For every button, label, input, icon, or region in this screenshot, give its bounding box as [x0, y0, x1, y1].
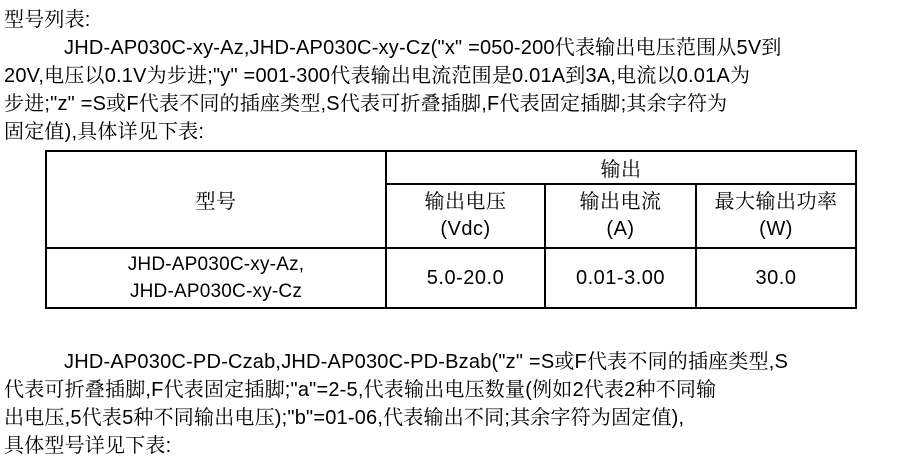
intro-paragraph	[4, 6, 894, 146]
para2-line-1: JHD-AP030C-PD-Czab,JHD-AP030C-PD-Bzab("z" =S或F代表不同的插座类型,S	[64, 351, 789, 373]
para2-line-4: 具体型号详见下表:	[4, 435, 172, 457]
para2-line-3: 出电压,5代表5种不同输出电压);"b"=01-06,代表输出不同;其余字符为固定值),	[4, 407, 685, 429]
power-column-unit: (W)	[759, 218, 793, 240]
current-column-unit: (A)	[606, 218, 635, 240]
cell-current: 0.01-3.00	[545, 248, 696, 308]
table-header-model: 型号	[46, 151, 386, 248]
table-header-voltage	[386, 184, 545, 248]
para2-line-2: 代表可折叠插脚,F代表固定插脚;"a"=2-5,代表输出电压数量(例如2代表2种不同输	[4, 379, 717, 401]
cell-voltage: 5.0-20.0	[386, 248, 545, 308]
table-header-power	[696, 184, 856, 248]
table-header-current	[545, 184, 696, 248]
voltage-column-unit: (Vdc)	[440, 218, 491, 240]
table-header-row-group	[46, 151, 856, 184]
para1-line-2: 20V,电压以0.1V为步进;"y" =001-300代表输出电流范围是0.01A到3A,电流以0.01A为	[4, 65, 751, 87]
current-column-name: 输出电流	[579, 191, 662, 213]
pd-models-paragraph	[4, 348, 894, 460]
model-name-line-2: JHD-AP030C-xy-Cz	[129, 281, 303, 302]
models-spec-table	[45, 150, 857, 309]
table-header-output-group: 输出	[386, 151, 856, 184]
table-row	[46, 248, 856, 308]
cell-model	[46, 248, 386, 308]
power-column-name: 最大输出功率	[714, 191, 838, 213]
para1-line-1: JHD-AP030C-xy-Az,JHD-AP030C-xy-Cz("x" =050-200代表输出电压范围从5V到	[64, 37, 782, 59]
cell-power: 30.0	[696, 248, 856, 308]
doc-title: 型号列表:	[4, 9, 91, 31]
voltage-column-name: 输出电压	[424, 191, 507, 213]
para1-line-3: 步进;"z" =S或F代表不同的插座类型,S代表可折叠插脚,F代表固定插脚;其余字符为	[4, 93, 728, 115]
model-name-line-1: JHD-AP030C-xy-Az,	[127, 254, 305, 275]
para1-line-4: 固定值),具体详见下表:	[4, 121, 205, 143]
